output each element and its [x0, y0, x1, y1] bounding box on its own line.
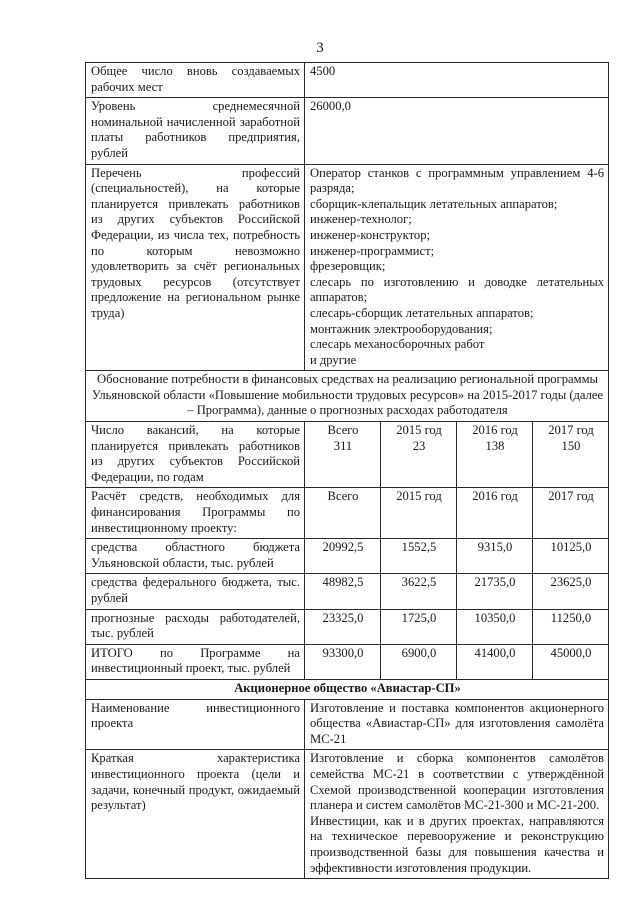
table-row [86, 164, 609, 371]
column-header: 2017 год [548, 423, 594, 438]
professions-list: Оператор станков с программным управлением 4-6 разряда; сборщик-клепальщик летательных аппаратов; инженер-технолог; инженер-конструктор; инженер-программист; фрезеровщик; слесарь по изготовлению и доводке летательных аппаратов; слесарь-сборщик летательных аппаратов; монтажник электрооборудования; слесарь механосборочных работ и другие [305, 164, 609, 371]
row-value: 4500 [305, 63, 609, 98]
column-header: 2015 год [381, 488, 457, 539]
row-value: Изготовление и сборка компонентов самолётов семейства МС-21 в соответствии с утверждённой Схемой производственной кооперации изготовления планера и систем самолётов МС-21-300 и МС-21-200. Инвестиции, как и в других проектах, направляются на техническое перевооружение и реконструкцию производственной базы для повышения качества и эффективности изготовления продукции. [305, 750, 609, 879]
column-header: 2017 год [533, 488, 609, 539]
row-value: Изготовление и поставка компонентов акционерного общества «Авиастар-СП» для изготовления самолёта МС-21 [305, 699, 609, 750]
cell-value: 41400,0 [457, 644, 533, 679]
vacancies-2015 [381, 422, 457, 488]
cell-value: 1552,5 [381, 539, 457, 574]
row-label: Наименование инвестиционного проекта [86, 699, 305, 750]
cell-value: 6900,0 [381, 644, 457, 679]
column-header: 2015 год [396, 423, 442, 438]
cell-value: 23325,0 [305, 609, 381, 644]
section-header-row [86, 679, 609, 699]
row-label: Число вакансий, на которые планируется привлекать работников из других субъектов Российской Федерации, по годам [86, 422, 305, 488]
vacancies-2017 [533, 422, 609, 488]
page-number: 3 [316, 40, 324, 56]
funding-header-row [86, 488, 609, 539]
vacancies-2016 [457, 422, 533, 488]
company-header: Акционерное общество «Авиастар-СП» [86, 679, 609, 699]
cell-value: 93300,0 [305, 644, 381, 679]
cell-value: 138 [485, 438, 505, 453]
cell-value: 150 [561, 438, 581, 453]
table-row [86, 574, 609, 609]
row-label: Расчёт средств, необходимых для финансирования Программы по инвестиционному проекту: [86, 488, 305, 539]
row-label: Уровень среднемесячной номинальной начисленной заработной платы работников предприятия, рублей [86, 98, 305, 164]
table-row [86, 98, 609, 164]
vacancies-total [305, 422, 381, 488]
cell-value: 21735,0 [457, 574, 533, 609]
cell-value: 1725,0 [381, 609, 457, 644]
row-label: средства федерального бюджета, тыс. рублей [86, 574, 305, 609]
column-header: Всего [327, 423, 359, 438]
section-header-row [86, 371, 609, 422]
total-row [86, 644, 609, 679]
cell-value: 23625,0 [533, 574, 609, 609]
row-label: средства областного бюджета Ульяновской области, тыс. рублей [86, 539, 305, 574]
row-label: ИТОГО по Программе на инвестиционный проект, тыс. рублей [86, 644, 305, 679]
cell-value: 9315,0 [457, 539, 533, 574]
cell-value: 3622,5 [381, 574, 457, 609]
cell-value: 311 [333, 438, 353, 453]
column-header: Всего [305, 488, 381, 539]
column-header: 2016 год [457, 488, 533, 539]
row-value: 26000,0 [305, 98, 609, 164]
cell-value: 20992,5 [305, 539, 381, 574]
cell-value: 10350,0 [457, 609, 533, 644]
column-header: 2016 год [472, 423, 518, 438]
table-row [86, 63, 609, 98]
vacancies-row [86, 422, 609, 488]
row-label: Краткая характеристика инвестиционного проекта (цели и задачи, конечный продукт, ожидаемый результат) [86, 750, 305, 879]
justification-header: Обоснование потребности в финансовых средствах на реализацию региональной программы Ульяновской области «Повышение мобильности трудовых ресурсов» на 2015-2017 годы (далее – Программа), данные о прогнозных расходах работодателя [86, 371, 609, 422]
table-row [86, 750, 609, 879]
cell-value: 23 [412, 438, 426, 453]
row-label: Общее число вновь создаваемых рабочих мест [86, 63, 305, 98]
cell-value: 10125,0 [533, 539, 609, 574]
table-row [86, 609, 609, 644]
cell-value: 48982,5 [305, 574, 381, 609]
table-row [86, 539, 609, 574]
cell-value: 45000,0 [533, 644, 609, 679]
row-label: Перечень профессий (специальностей), на которые планируется привлекать работников из других субъектов Российской Федерации, из числа тех, потребность по которым невозможно удовлетворить за счёт региональных трудовых ресурсов (отсутствует предложение на региональном рынке труда) [86, 164, 305, 371]
row-label: прогнозные расходы работодателей, тыс. рублей [86, 609, 305, 644]
program-table [85, 62, 609, 879]
table-row [86, 699, 609, 750]
cell-value: 11250,0 [533, 609, 609, 644]
